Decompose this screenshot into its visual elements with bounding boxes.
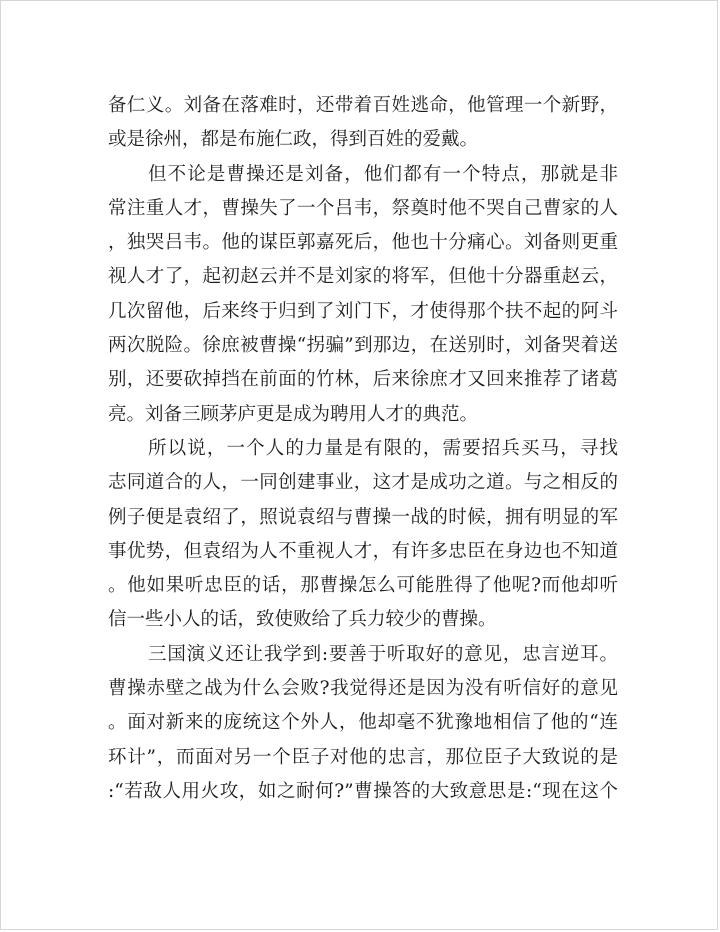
text-line: 备仁义。刘备在落难时，还带着百姓逃命，他管理一个新野，	[108, 95, 618, 116]
text-line: 例子便是袁绍了，照说袁绍与曹操一战的时候，拥有明显的军	[108, 506, 618, 528]
text-line: 亮。刘备三顾茅庐更是成为聘用人才的典范。	[108, 403, 479, 425]
text-line: 视人才了，起初赵云并不是刘家的将军，但他十分器重赵云，	[108, 266, 618, 288]
text-line: 。面对新来的庞统这个外人，他却毫不犹豫地相信了他的“连	[108, 712, 618, 734]
text-line: 信一些小人的话，致使败给了兵力较少的曹操。	[108, 609, 497, 631]
text-line: 志同道合的人，一同创建事业，这才是成功之道。与之相反的	[108, 472, 618, 494]
text-line: 环计”，而面对另一个臣子对他的忠言，那位臣子大致说的是	[108, 746, 618, 768]
text-line: 常注重人才，曹操失了一个吕韦，祭奠时他不哭自己曹家的人	[108, 197, 618, 219]
document-body	[108, 89, 618, 809]
text-line: 但不论是曹操还是刘备，他们都有一个特点，那就是非	[148, 163, 618, 185]
text-line: 所以说，一个人的力量是有限的，需要招兵买马，寻找	[148, 437, 618, 459]
text-line: ，独哭吕韦。他的谋臣郭嘉死后，他也十分痛心。刘备则更重	[108, 232, 618, 254]
text-line: 两次脱险。徐庶被曹操“拐骗”到那边，在送别时，刘备哭着送	[108, 335, 618, 357]
text-line: 几次留他，后来终于归到了刘门下，才使得那个扶不起的阿斗	[108, 300, 618, 322]
text-line: 三国演义还让我学到:要善于听取好的意见，忠言逆耳。	[148, 643, 618, 665]
text-line: :“若敌人用火攻，如之耐何?”曹操答的大致意思是:“现在这个	[108, 780, 618, 802]
text-line: 事优势，但袁绍为人不重视人才，有许多忠臣在身边也不知道	[108, 540, 618, 562]
text-line: 。他如果听忠臣的话，那曹操怎么可能胜得了他呢?而他却听	[108, 575, 618, 597]
text-line: 或是徐州，都是布施仁政，得到百姓的爱戴。	[108, 129, 479, 151]
text-line: 别，还要砍掉挡在前面的竹林，后来徐庶才又回来推荐了诸葛	[108, 369, 618, 391]
text-line: 曹操赤壁之战为什么会败?我觉得还是因为没有听信好的意见	[108, 678, 618, 700]
